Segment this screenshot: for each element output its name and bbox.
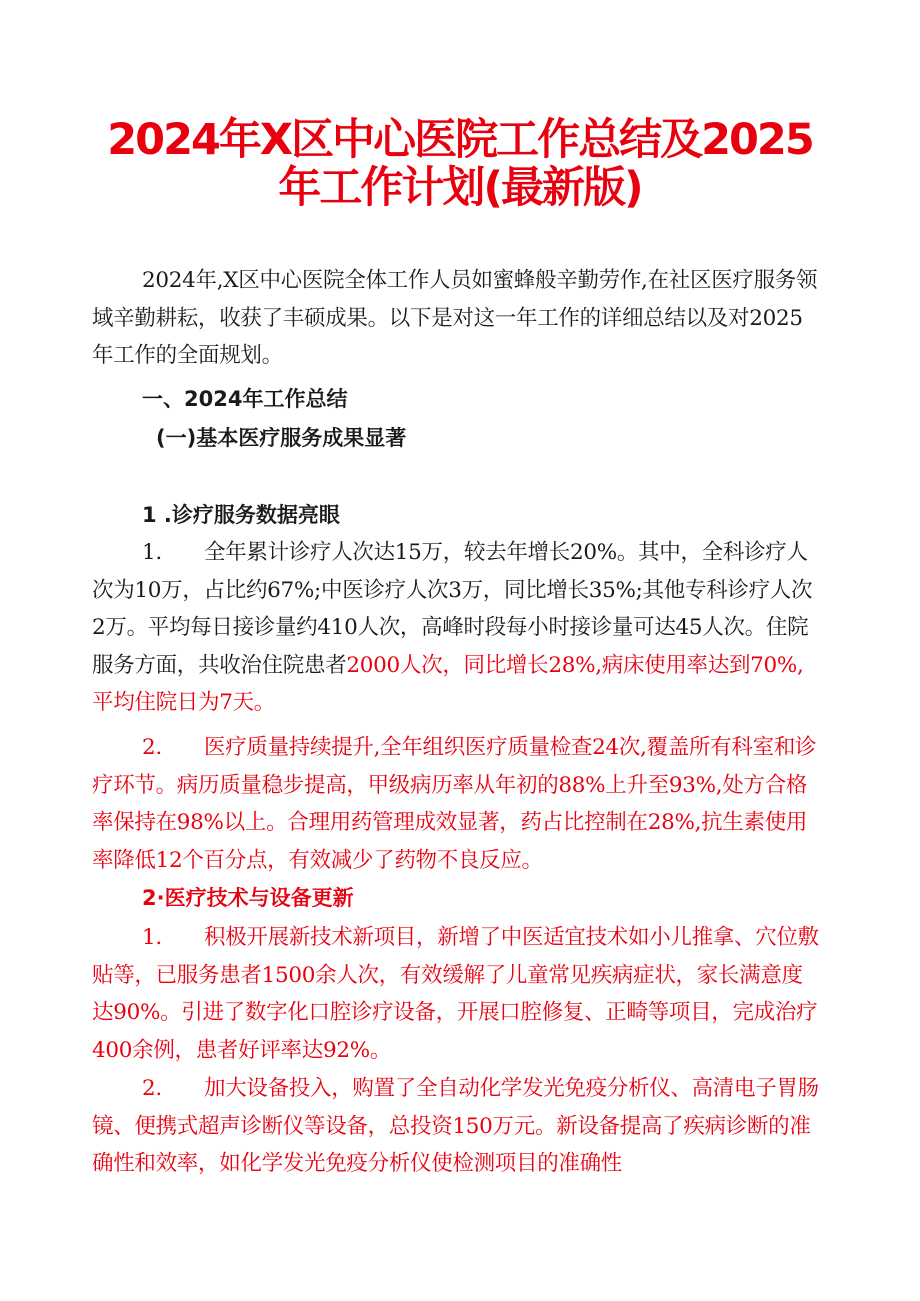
intro-paragraph: 2024年,X区中心医院全体工作人员如蜜蜂般辛勤劳作,在社区医疗服务领域辛勤耕耘，收获了丰硕成果。以下是对这一年工作的详细总结以及对2025年工作的全面规划。: [92, 268, 818, 368]
list-item-number: 2.: [142, 735, 162, 760]
list-item-text: 加大设备投入，购置了全自动化学发光免疫分析仪、高清电子胃肠镜、便携式超声诊断仪等设备，总投资150万元。新设备提高了疾病诊断的准确性和效率，如化学发光免疫分析仪使检测项目的准确性: [92, 1076, 819, 1176]
list-item-diagnosis-volume: [92, 534, 820, 722]
list-item-number: 1.: [142, 540, 162, 565]
document-title-line-2: 年工作计划(最新版): [278, 163, 642, 213]
list-item-text: 积极开展新技术新项目，新增了中医适宜技术如小儿推拿、穴位敷贴等，已服务患者1500余人次，有效缓解了儿童常见疾病症状，家长满意度达90%。引进了数字化口腔诊疗设备，开展口腔修复、正畸等项目，完成治疗400余例，患者好评率达92%。: [92, 925, 819, 1063]
document-title-line-1: 2024年X区中心医院工作总结及2025: [107, 115, 813, 165]
list-item-number: 1.: [142, 925, 162, 950]
list-item-equipment-investment: [92, 1070, 820, 1183]
list-item-quality: [92, 729, 820, 879]
list-item-highlight: 2000人次，同比增长28%,病床使用率达到70%,平均住院日为7天。: [92, 652, 804, 715]
point-heading-tech-equipment: 2·医疗技术与设备更新: [142, 886, 354, 910]
point-heading-diagnosis-data: 1 .诊疗服务数据亮眼: [142, 503, 340, 527]
list-item-new-techniques: [92, 919, 820, 1069]
list-item-text: 全年累计诊疗人次达15万，较去年增长20%。其中，全科诊疗人次为10万，占比约67%;中医诊疗人次3万，同比增长35%;其他专科诊疗人次2万。平均每日接诊量约410人次，高峰时段每小时接诊量可达45人次。住院服务方面，共收治住院患者: [92, 540, 813, 678]
list-item-text: 医疗质量持续提升,全年组织医疗质量检查24次,覆盖所有科室和诊疗环节。病历质量稳步提高，甲级病历率从年初的88%上升至93%,处方合格率保持在98%以上。合理用药管理成效显著，药占比控制在28%,抗生素使用率降低12个百分点，有效减少了药物不良反应。: [92, 735, 817, 873]
section-heading-summary: 一、2024年工作总结: [142, 387, 348, 411]
subsection-heading-basic-medical: (一)基本医疗服务成果显著: [156, 426, 407, 450]
list-item-number: 2.: [142, 1076, 162, 1101]
